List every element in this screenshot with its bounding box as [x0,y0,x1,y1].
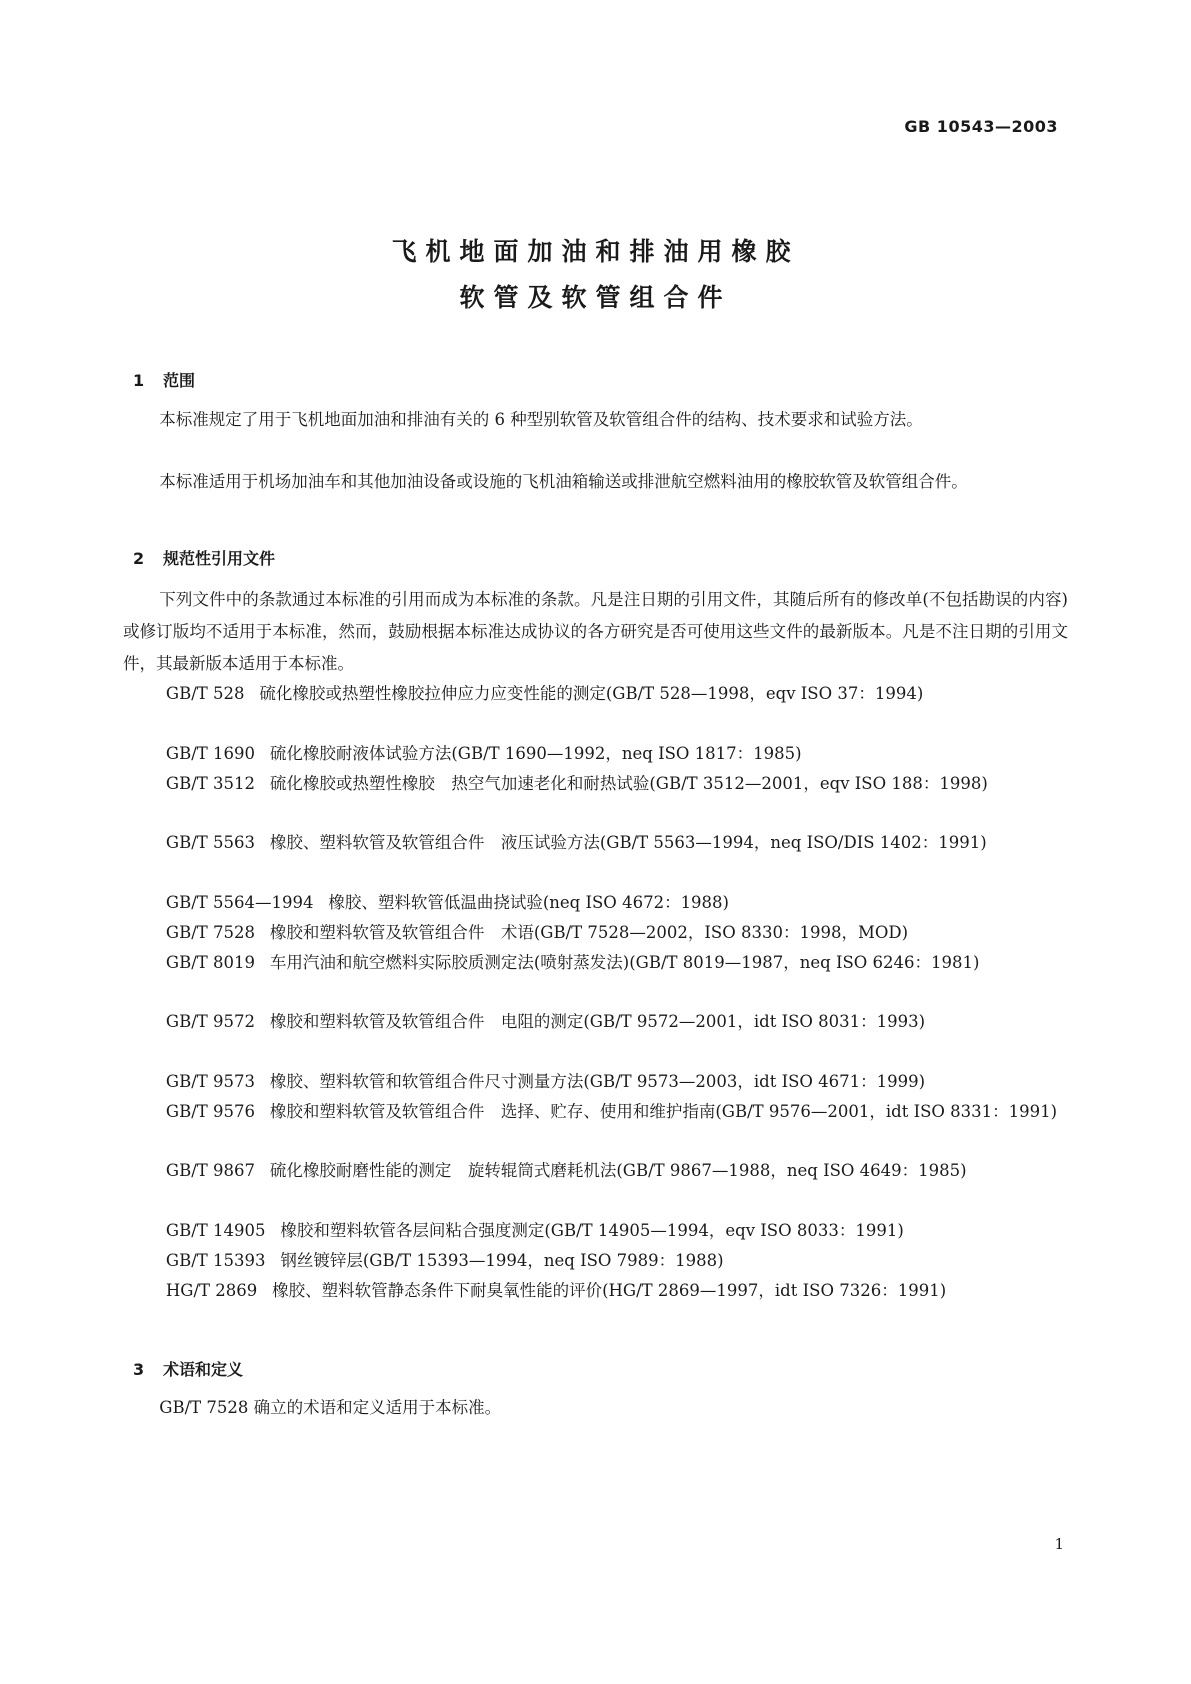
section-title: 术语和定义 [163,1360,244,1379]
reference-item [123,1155,1068,1187]
section-number: 3 [133,1360,145,1379]
reference-code: GB/T 8019 [165,953,255,972]
section-number: 2 [133,549,145,568]
reference-code: GB/T 528 [165,684,245,703]
reference-title: 橡胶和塑料软管各层间粘合强度测定(GB/T 14905—1994，eqv ISO 8033：1991) [280,1221,904,1240]
reference-code: GB/T 9867 [165,1161,255,1180]
section-number: 1 [133,371,145,390]
reference-item [123,1215,1068,1247]
reference-title: 硫化橡胶耐液体试验方法(GB/T 1690—1992，neq ISO 1817：1985) [269,744,802,763]
reference-item [123,1275,1068,1307]
reference-item [123,1066,1068,1098]
reference-item [123,947,1068,979]
section-3-heading [133,1357,243,1380]
reference-item [123,887,1068,919]
paragraph: 下列文件中的条款通过本标准的引用而成为本标准的条款。凡是注日期的引用文件，其随后所有的修改单(不包括勘误的内容)或修订版均不适用于本标准，然而，鼓励根据本标准达成协议的各方研究是否可使用这些文件的最新版本。凡是不注日期的引用文件，其最新版本适用于本标准。 [123,590,1068,673]
reference-title: 橡胶、塑料软管静态条件下耐臭氧性能的评价(HG/T 2869—1997，idt ISO 7326：1991) [272,1281,947,1300]
reference-code: GB/T 9576 [165,1102,255,1121]
reference-title: 橡胶和塑料软管及软管组合件 电阻的测定(GB/T 9572—2001，idt ISO 8031：1993) [269,1012,926,1031]
reference-code: HG/T 2869 [165,1281,258,1300]
standard-number: GB 10543—2003 [904,117,1058,136]
reference-item [123,678,1068,710]
paragraph: 本标准规定了用于飞机地面加油和排油有关的 6 种型别软管及软管组合件的结构、技术要求和试验方法。 [159,410,923,429]
reference-code: GB/T 9573 [165,1072,255,1091]
reference-code: GB/T 1690 [165,744,255,763]
reference-code: GB/T 3512 [165,774,255,793]
reference-code: GB/T 14905 [165,1221,266,1240]
section-title: 规范性引用文件 [163,549,276,568]
reference-item [123,1006,1068,1038]
reference-title: 橡胶、塑料软管及软管组合件 液压试验方法(GB/T 5563—1994，neq ISO/DIS 1402：1991) [269,833,987,852]
reference-code: GB/T 9572 [165,1012,255,1031]
section-2-heading [133,546,275,569]
reference-item [123,768,1068,800]
reference-item [123,917,1068,949]
document-title-line-1: 飞机地面加油和排油用橡胶 [391,237,800,266]
section-title: 范围 [163,371,196,390]
reference-item [123,827,1068,859]
reference-title: 硫化橡胶耐磨性能的测定 旋转辊筒式磨耗机法(GB/T 9867—1988，neq ISO 4649：1985) [269,1161,967,1180]
reference-item [123,1245,1068,1277]
reference-code: GB/T 15393 [165,1251,266,1270]
reference-title: 橡胶和塑料软管及软管组合件 术语(GB/T 7528—2002，ISO 8330：1998，MOD) [269,923,909,942]
reference-code: GB/T 5564—1994 [165,893,314,912]
paragraph: GB/T 7528 确立的术语和定义适用于本标准。 [159,1398,502,1417]
reference-item [123,1096,1068,1128]
reference-item [123,738,1068,770]
reference-title: 硫化橡胶或热塑性橡胶拉伸应力应变性能的测定(GB/T 528—1998，eqv ISO 37：1994) [259,684,924,703]
reference-code: GB/T 5563 [165,833,255,852]
reference-title: 橡胶、塑料软管和软管组合件尺寸测量方法(GB/T 9573—2003，idt ISO 4671：1999) [269,1072,926,1091]
reference-title: 橡胶和塑料软管及软管组合件 选择、贮存、使用和维护指南(GB/T 9576—2001，idt ISO 8331：1991) [269,1102,1058,1121]
reference-title: 硫化橡胶或热塑性橡胶 热空气加速老化和耐热试验(GB/T 3512—2001，eqv ISO 188：1998) [269,774,988,793]
reference-code: GB/T 7528 [165,923,255,942]
page-number: 1 [1054,1535,1064,1553]
reference-title: 钢丝镀锌层(GB/T 15393—1994，neq ISO 7989：1988) [280,1251,724,1270]
section-1-heading [133,368,195,391]
reference-title: 车用汽油和航空燃料实际胶质测定法(喷射蒸发法)(GB/T 8019—1987，neq ISO 6246：1981) [269,953,980,972]
reference-title: 橡胶、塑料软管低温曲挠试验(neq ISO 4672：1988) [328,893,729,912]
paragraph: 本标准适用于机场加油车和其他加油设备或设施的飞机油箱输送或排泄航空燃料油用的橡胶软管及软管组合件。 [159,472,968,491]
document-title-line-2: 软管及软管组合件 [459,283,732,312]
